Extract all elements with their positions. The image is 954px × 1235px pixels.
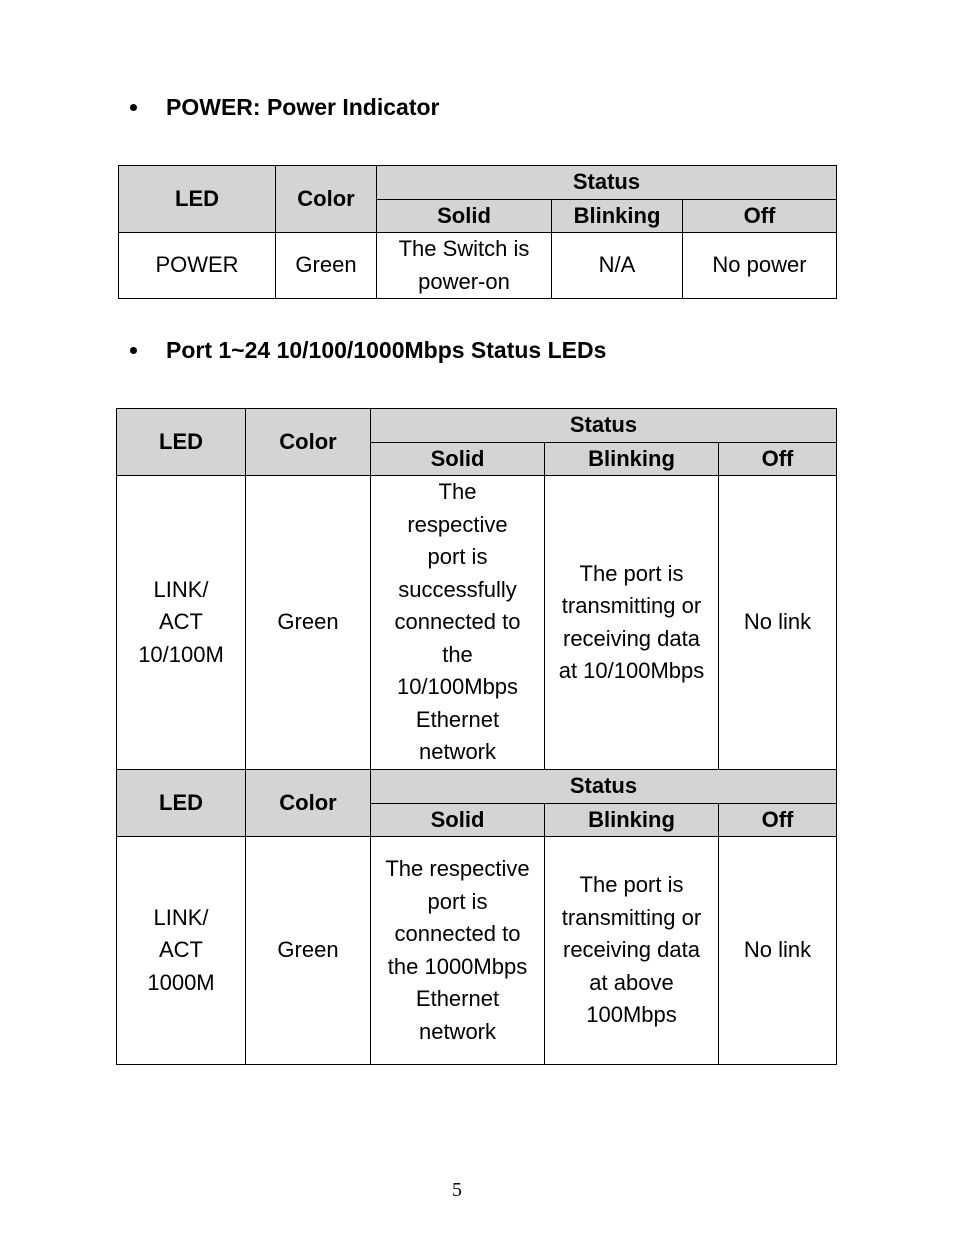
color-column-header: Color <box>246 409 371 476</box>
table-row <box>117 837 837 1065</box>
blinking-cell: The port is transmitting or receiving data at 10/100Mbps <box>545 476 719 770</box>
off-column-header: Off <box>719 442 837 476</box>
heading-text: Port 1~24 10/100/1000Mbps Status LEDs <box>166 337 607 363</box>
power-led-table <box>118 165 837 299</box>
bullet-icon <box>130 104 137 111</box>
blinking-column-header: Blinking <box>545 803 719 837</box>
led-column-header: LED <box>117 409 246 476</box>
off-cell: No link <box>719 837 837 1065</box>
port-led-table <box>116 408 837 1065</box>
led-cell: POWER <box>119 233 276 299</box>
off-column-header: Off <box>683 199 837 233</box>
color-cell: Green <box>276 233 377 299</box>
blinking-cell: N/A <box>552 233 683 299</box>
port-section-heading <box>130 337 606 364</box>
off-cell: No power <box>683 233 837 299</box>
blinking-column-header: Blinking <box>552 199 683 233</box>
heading-text: POWER: Power Indicator <box>166 94 440 120</box>
led-cell: LINK/ ACT 10/100M <box>117 476 246 770</box>
table-header-row <box>117 409 837 443</box>
off-cell: No link <box>719 476 837 770</box>
color-column-header: Color <box>246 770 371 837</box>
power-section-heading <box>130 94 439 121</box>
off-column-header: Off <box>719 803 837 837</box>
solid-cell: The respective port is connected to the 1000Mbps Ethernet network <box>371 837 545 1065</box>
status-column-header: Status <box>371 409 837 443</box>
solid-column-header: Solid <box>371 442 545 476</box>
color-cell: Green <box>246 837 371 1065</box>
blinking-column-header: Blinking <box>545 442 719 476</box>
status-column-header: Status <box>377 166 837 200</box>
led-column-header: LED <box>119 166 276 233</box>
table-header-row <box>119 166 837 200</box>
color-column-header: Color <box>276 166 377 233</box>
bullet-icon <box>130 347 137 354</box>
status-column-header: Status <box>371 770 837 804</box>
led-column-header: LED <box>117 770 246 837</box>
solid-column-header: Solid <box>371 803 545 837</box>
table-row <box>119 233 837 299</box>
page-number: 5 <box>452 1179 462 1201</box>
table-row <box>117 476 837 770</box>
solid-cell: The Switch is power-on <box>377 233 552 299</box>
led-cell: LINK/ ACT 1000M <box>117 837 246 1065</box>
solid-cell: The respective port is successfully connected to the 10/100Mbps Ethernet network <box>371 476 545 770</box>
color-cell: Green <box>246 476 371 770</box>
blinking-cell: The port is transmitting or receiving data at above 100Mbps <box>545 837 719 1065</box>
solid-column-header: Solid <box>377 199 552 233</box>
table-header-row <box>117 770 837 804</box>
